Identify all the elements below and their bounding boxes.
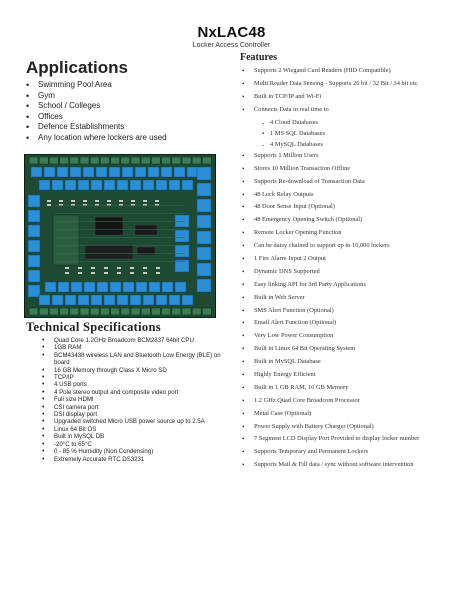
list-item: • Any location where lockers are used [24,133,229,144]
relay [28,270,40,282]
list-item: • DSI display port [24,411,229,418]
terminal-block [182,308,191,315]
relay [65,180,76,190]
list-item: • Extremely Accurate RTC DS3231 [24,456,229,463]
relay [78,295,89,305]
relay [197,183,211,196]
smd-component [143,200,147,202]
list-item: • Offices [24,112,229,123]
list-item: • Supports Temporary and Permanent Lockers [240,448,445,457]
applications-list [24,80,229,143]
smd-component [117,267,121,269]
relay [135,167,146,177]
terminal-block [172,157,181,164]
smd-component [107,200,111,202]
pcb-trace [55,221,185,222]
terminal-block [39,157,48,164]
sub-list-item: - 4 Cloud Databases [240,119,445,128]
list-item: • Upgraded switched Micro USB power source up to 2.5A [24,418,229,425]
relay [182,180,193,190]
relay [156,295,167,305]
terminal-block [202,308,211,315]
pcb-illustration [25,155,215,317]
relay [197,247,211,260]
terminal-block [172,308,181,315]
smd-component [104,267,108,269]
relay [143,295,154,305]
relay [104,180,115,190]
list-item: • Highly Energy Efficient [240,371,445,380]
terminal-block [90,157,99,164]
relay [175,260,189,272]
technical-heading: Technical Specifications [26,320,161,334]
terminal-block [70,308,79,315]
relay [197,167,211,180]
list-item: • School / Colleges [24,101,229,112]
relay [52,180,63,190]
relay [162,282,173,292]
relay [71,282,82,292]
terminal-block [131,157,140,164]
relay [31,167,42,177]
list-item: • Can be daisy chained to support up to 10,000 lockers [240,242,445,251]
list-item: • Supports Mail & Fill data / sync without software intervention [240,461,445,470]
relay [28,195,40,207]
list-item: • Linux 64 Bit OS [24,426,229,433]
relay [104,295,115,305]
relay [117,295,128,305]
pcb-trace [55,245,185,246]
terminal-block [111,157,120,164]
ic-chip [85,245,133,259]
product-photo-board [24,154,216,318]
smd-component [59,200,63,202]
pcb-trace [55,253,185,254]
list-item: • -20°C to 65°C [24,441,229,448]
terminal-block [111,308,120,315]
list-item: • Built in Linux 64 Bit Operating System [240,345,445,354]
relay [169,180,180,190]
relay [44,167,55,177]
features-heading: Features [240,52,278,63]
sub-list-item: - 4 MySQL Databases [240,141,445,150]
ic-chip [137,247,155,255]
relay [197,231,211,244]
relay [28,255,40,267]
relay [84,282,95,292]
relay [136,282,147,292]
terminal-block [90,308,99,315]
relay [156,180,167,190]
list-item: • Stores 10 Million Transaction Offline [240,165,445,174]
relay [130,180,141,190]
relay [52,295,63,305]
smd-component [131,200,135,202]
relay [58,282,69,292]
relay [109,167,120,177]
relay [197,215,211,228]
terminal-block [80,308,89,315]
list-item: • Remote Locker Opening Function [240,229,445,238]
relay [149,282,160,292]
smd-component [119,200,123,202]
list-item: • Built in MySQL Database [240,358,445,367]
terminal-block [29,308,38,315]
relay [28,240,40,252]
relay [97,282,108,292]
list-item: • 48 Door Sense Input (Optional) [240,203,445,212]
list-item: • 7 Segment LCD Display Port Provided to display locker number [240,435,445,444]
smd-component [143,272,147,274]
relay [117,180,128,190]
relay [70,167,81,177]
terminal-block [29,157,38,164]
terminal-block [121,157,130,164]
list-item: • 1 Fire Alarm Input 2 Output [240,255,445,264]
list-item: • Email Alert Function (Optional) [240,319,445,328]
sub-list-item: ▪ 1 MS SQL Databases [240,130,445,139]
terminal-block [151,308,160,315]
relay [122,167,133,177]
list-item: • Defence Establishments [24,122,229,133]
relay [83,167,94,177]
smd-component [155,200,159,202]
terminal-block [60,157,69,164]
terminal-block [80,157,89,164]
terminal-block [192,308,201,315]
list-item: • Full size HDMI [24,396,229,403]
relay [148,167,159,177]
smd-component [143,267,147,269]
smd-component [104,272,108,274]
relay [123,282,134,292]
relay [197,263,211,276]
relay [197,279,211,292]
relay [110,282,121,292]
pcb-trace [55,205,185,206]
relay [39,180,50,190]
pcb-trace [55,229,185,230]
smd-component [78,272,82,274]
page-subtitle: Locker Access Controller [192,42,271,49]
features-section [240,52,445,474]
relay [175,245,189,257]
relay [91,180,102,190]
list-item: • Built in Web Server [240,294,445,303]
relay [39,295,50,305]
smd-component [156,272,160,274]
list-item: • Multi Reader Data Sensing - Supports 26 bit / 32 Bit / 34 bit etc [240,80,445,89]
relay [169,295,180,305]
cpu-chip [95,217,123,235]
left-column [24,58,229,143]
relay [161,167,172,177]
smd-component [91,272,95,274]
terminal-block [131,308,140,315]
relay [130,295,141,305]
features-list [240,67,445,470]
smd-component [130,272,134,274]
smd-component [95,200,99,202]
list-item: • 1GB RAM [24,344,229,351]
relay [174,167,185,177]
relay [28,210,40,222]
list-item: • Swimming Pool Area [24,80,229,91]
relay [28,285,40,297]
terminal-block [49,308,58,315]
terminal-block [141,308,150,315]
smd-component [156,267,160,269]
pcb-trace [55,237,185,238]
smd-component [130,267,134,269]
terminal-block [70,157,79,164]
list-item: • Easy linking API for 3rd Party Applications [240,281,445,290]
terminal-block [182,157,191,164]
smd-component [71,200,75,202]
smd-component [65,267,69,269]
list-item: • Very Low Power Consumption [240,332,445,341]
list-item: • Gym [24,91,229,102]
list-item: • Supports Re-download of Transaction Data [240,178,445,187]
list-item: • Supports 1 Million Users [240,152,445,161]
technical-list [24,337,229,463]
pcb-trace [55,213,185,214]
list-item: • Supports 2 Wiegand Card Readers (HID Compatible) [240,67,445,76]
list-item: • BCM43438 wireless LAN and Bluetooth Low Energy (BLE) on board [24,352,229,367]
relay [175,282,186,292]
list-item: • Built in MySQL DB [24,433,229,440]
list-item: • SMS Alert Function (Optional) [240,307,445,316]
relay [57,167,68,177]
relay [197,199,211,212]
list-item: • Power Supply with Battery Charger (Optional) [240,423,445,432]
module-area [53,215,79,265]
list-item: • Built in TCP/IP and Wi-Fi [240,93,445,102]
pcb-trace [55,261,185,262]
relay [96,167,107,177]
list-item: • TCP/IP [24,374,229,381]
terminal-block [100,157,109,164]
terminal-block [162,157,171,164]
smd-component [47,200,51,202]
relay [28,225,40,237]
terminal-block [141,157,150,164]
relay [45,282,56,292]
list-item: • 48 Emergency Opening Switch (Optional) [240,216,445,225]
relay [65,295,76,305]
relay [78,180,89,190]
terminal-block [151,157,160,164]
applications-heading: Applications [26,58,129,77]
page-title: NxLAC48 [197,24,266,41]
list-item: • CSI camera port [24,404,229,411]
terminal-block [39,308,48,315]
smd-component [78,267,82,269]
list-item: • 4 Pole stereo output and composite video port [24,389,229,396]
ic-chip [135,225,157,235]
terminal-block [192,157,201,164]
list-item: • Dynamic DNS Supported [240,268,445,277]
list-item: • Connects Data in real time to [240,106,445,115]
relay [91,295,102,305]
technical-section [24,320,229,463]
smd-component [47,204,51,206]
list-item: • 16 GB Memory through Class X Micro SD [24,367,229,374]
relay [182,295,193,305]
smd-component [117,272,121,274]
list-item: • 0 - 85 % Humidity (Non Condensing) [24,448,229,455]
terminal-block [60,308,69,315]
terminal-block [100,308,109,315]
list-item: • Metal Case (Optional) [240,410,445,419]
list-item: • 48 Lock Relay Outputs [240,191,445,200]
list-item: • 4 USB ports [24,381,229,388]
relay [187,167,198,177]
terminal-block [162,308,171,315]
smd-component [65,272,69,274]
smd-component [83,200,87,202]
list-item: • 1.2 GHz Quad Core Broadcom Processor [240,397,445,406]
terminal-block [49,157,58,164]
relay [143,180,154,190]
list-item: • Built in 1 GB RAM, 16 GB Memory [240,384,445,393]
smd-component [91,267,95,269]
terminal-block [202,157,211,164]
relay [175,230,189,242]
list-item: • Quad Core 1.2GHz Broadcom BCM2837 64bit CPU [24,337,229,344]
terminal-block [121,308,130,315]
